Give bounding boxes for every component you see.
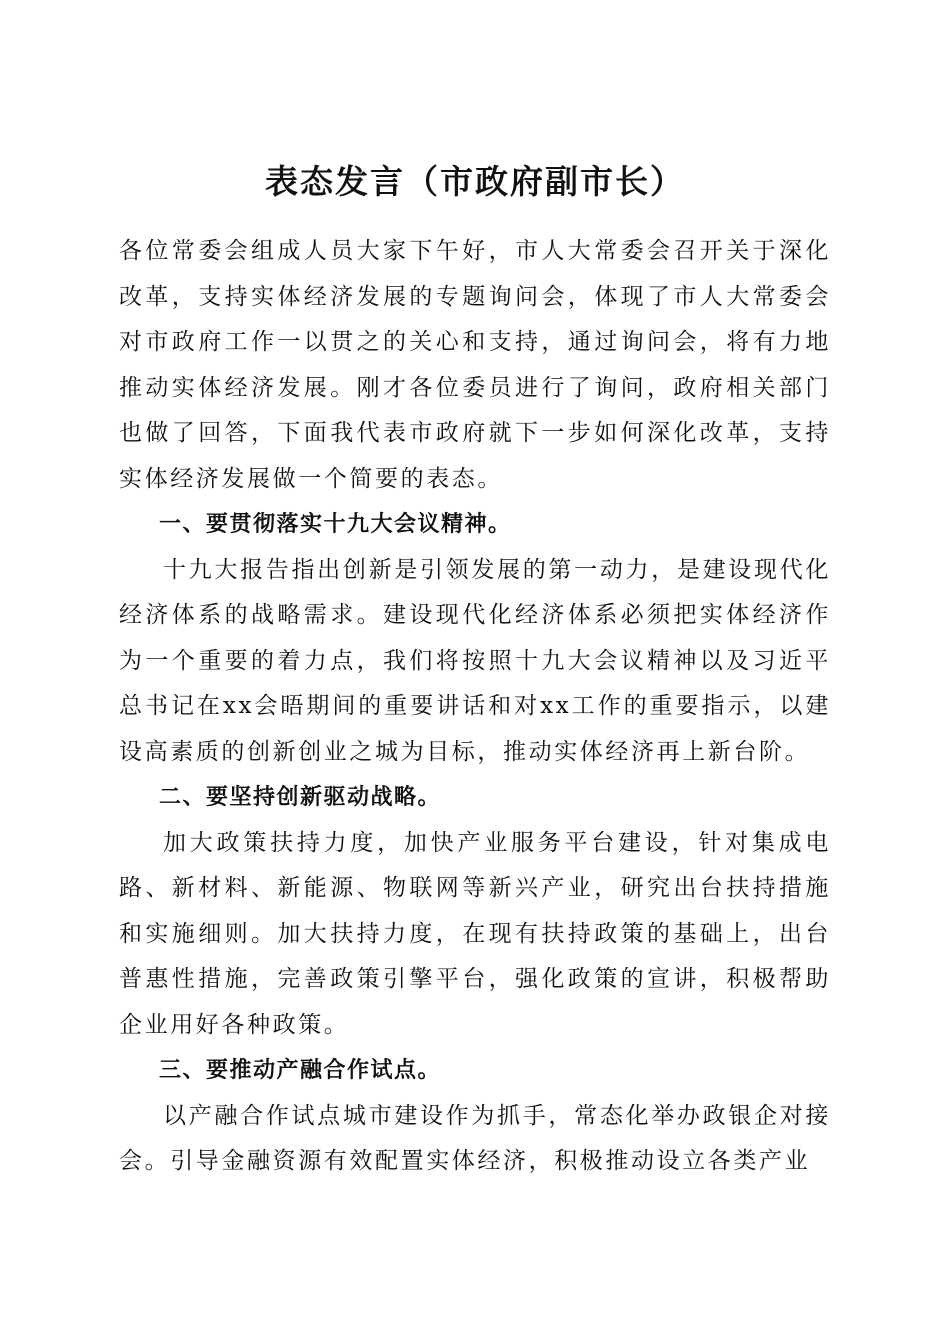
section-2-heading: 二、要坚持创新驱动战略。 — [159, 785, 442, 810]
document-body — [119, 229, 831, 1185]
section-3-body: 以产融合作试点城市建设作为抓手，常态化举办政银企对接会。引导金融资源有效配置实体经济，积极推动设立各类产业 — [119, 1102, 831, 1174]
intro-paragraph: 各位常委会组成人员大家下午好，市人大常委会召开关于深化改革，支持实体经济发展的专题询问会，体现了市人大常委会对市政府工作一以贯之的关心和支持，通过询问会，将有力地推动实体经济发展。刚才各位委员进行了询问，政府相关部门也做了回答，下面我代表市政府就下一步如何深化改革，支持实体经济发展做一个简要的表态。 — [119, 238, 831, 492]
section-2-body: 加大政策扶持力度，加快产业服务平台建设，针对集成电路、新材料、新能源、物联网等新兴产业，研究出台扶持措施和实施细则。加大扶持力度，在现有扶持政策的基础上，出台普惠性措施，完善政策引擎平台，强化政策的宣讲，积极帮助企业用好各种政策。 — [119, 829, 831, 1038]
document-title: 表态发言（市政府副市长） — [265, 162, 685, 202]
section-3-heading: 三、要推动产融合作试点。 — [159, 1058, 442, 1083]
section-1-heading: 一、要贯彻落实十九大会议精神。 — [159, 512, 512, 537]
section-1-body: 十九大报告指出创新是引领发展的第一动力，是建设现代化经济体系的战略需求。建设现代化经济体系必须把实体经济作为一个重要的着力点，我们将按照十九大会议精神以及习近平总书记在xx会晤期间的重要讲话和对xx工作的重要指示，以建设高素质的创新创业之城为目标，推动实体经济再上新台阶。 — [119, 556, 831, 765]
